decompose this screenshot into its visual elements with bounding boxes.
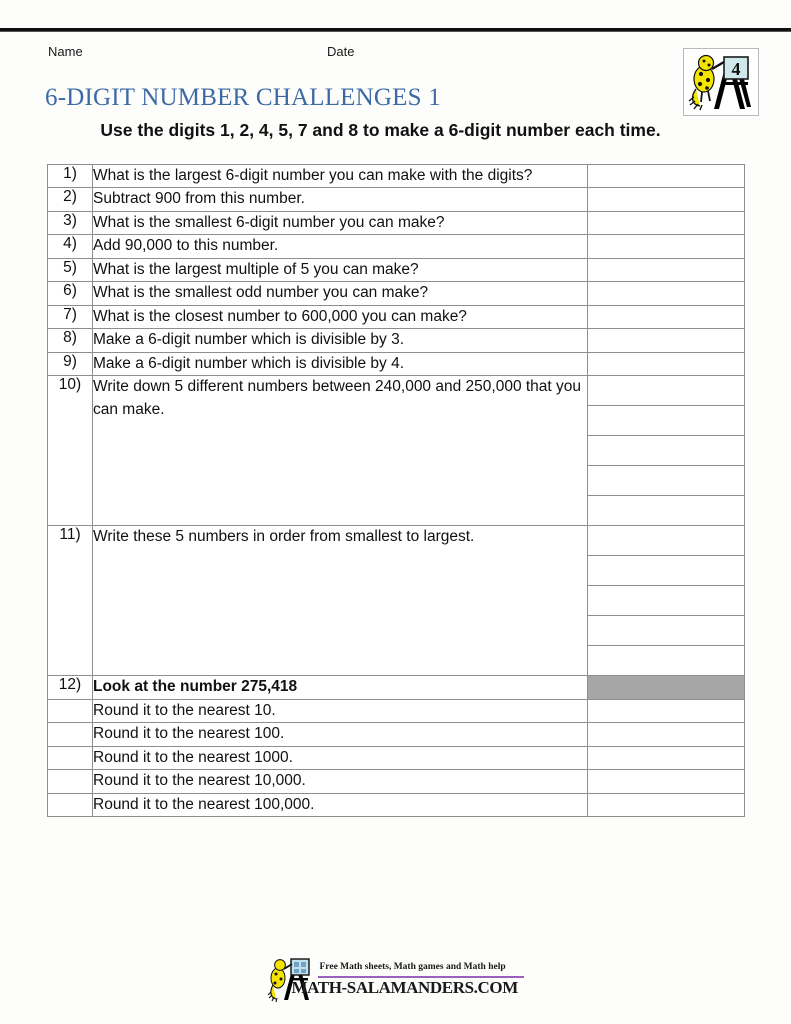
footer-brand: MATH-SALAMANDERS.COM bbox=[291, 978, 518, 997]
answer-line[interactable] bbox=[588, 646, 744, 676]
question-text: Round it to the nearest 10,000. bbox=[93, 770, 588, 793]
table-row bbox=[48, 526, 745, 676]
question-number bbox=[48, 793, 93, 816]
question-text: Make a 6-digit number which is divisible by 3. bbox=[93, 329, 588, 352]
answer-cell[interactable] bbox=[588, 770, 745, 793]
salamander-at-easel-icon bbox=[684, 49, 758, 115]
question-text: Round it to the nearest 10. bbox=[93, 699, 588, 722]
table-row bbox=[48, 235, 745, 258]
table-row bbox=[48, 699, 745, 722]
answer-cell[interactable] bbox=[588, 211, 745, 234]
question-text: What is the largest multiple of 5 you can make? bbox=[93, 258, 588, 281]
question-number: 9) bbox=[48, 352, 93, 375]
answer-line[interactable] bbox=[588, 556, 744, 586]
question-number: 2) bbox=[48, 188, 93, 211]
answer-line[interactable] bbox=[588, 376, 744, 406]
answer-line[interactable] bbox=[588, 496, 744, 526]
table-row bbox=[48, 723, 745, 746]
date-label: Date bbox=[327, 44, 355, 59]
question-text: Round it to the nearest 100,000. bbox=[93, 793, 588, 816]
question-text: Add 90,000 to this number. bbox=[93, 235, 588, 258]
page-subtitle: Use the digits 1, 2, 4, 5, 7 and 8 to make a 6-digit number each time. bbox=[100, 120, 661, 140]
name-label: Name bbox=[48, 44, 83, 59]
question-number: 3) bbox=[48, 211, 93, 234]
question-text: Look at the number 275,418 bbox=[93, 676, 588, 699]
question-text: What is the smallest 6-digit number you can make? bbox=[93, 211, 588, 234]
answer-line-stack bbox=[588, 376, 744, 525]
answer-line[interactable] bbox=[588, 526, 744, 556]
question-text: Subtract 900 from this number. bbox=[93, 188, 588, 211]
table-row bbox=[48, 305, 745, 328]
answer-cell[interactable] bbox=[588, 188, 745, 211]
worksheet-table bbox=[47, 164, 745, 817]
answer-cell[interactable] bbox=[588, 282, 745, 305]
table-row bbox=[48, 676, 745, 699]
answer-line-stack bbox=[588, 526, 744, 675]
page-title: 6-DIGIT NUMBER CHALLENGES 1 bbox=[45, 84, 441, 111]
answer-cell[interactable] bbox=[588, 723, 745, 746]
grade-logo bbox=[683, 48, 759, 116]
answer-cell[interactable] bbox=[588, 793, 745, 816]
answer-cell[interactable] bbox=[588, 376, 745, 526]
table-row bbox=[48, 770, 745, 793]
question-number: 10) bbox=[48, 376, 93, 526]
question-number: 6) bbox=[48, 282, 93, 305]
question-number: 11) bbox=[48, 526, 93, 676]
table-row bbox=[48, 258, 745, 281]
svg-text:4: 4 bbox=[731, 59, 741, 79]
table-row bbox=[48, 211, 745, 234]
question-text: Make a 6-digit number which is divisible by 4. bbox=[93, 352, 588, 375]
question-text: Round it to the nearest 1000. bbox=[93, 746, 588, 769]
answer-cell[interactable] bbox=[588, 305, 745, 328]
answer-line[interactable] bbox=[588, 616, 744, 646]
table-row bbox=[48, 376, 745, 526]
answer-cell[interactable] bbox=[588, 329, 745, 352]
answer-cell[interactable] bbox=[588, 258, 745, 281]
answer-line[interactable] bbox=[588, 406, 744, 436]
table-row bbox=[48, 352, 745, 375]
answer-cell-shaded bbox=[588, 676, 745, 699]
footer bbox=[0, 952, 791, 1012]
question-number: 5) bbox=[48, 258, 93, 281]
question-number: 7) bbox=[48, 305, 93, 328]
question-text: Round it to the nearest 100. bbox=[93, 723, 588, 746]
table-row bbox=[48, 793, 745, 816]
answer-line[interactable] bbox=[588, 466, 744, 496]
table-row bbox=[48, 746, 745, 769]
answer-cell[interactable] bbox=[588, 699, 745, 722]
question-number: 12) bbox=[48, 676, 93, 699]
question-text: Write down 5 different numbers between 240,000 and 250,000 that you can make. bbox=[93, 376, 588, 526]
page-top-rule bbox=[0, 28, 791, 32]
answer-line[interactable] bbox=[588, 586, 744, 616]
question-number bbox=[48, 746, 93, 769]
question-number bbox=[48, 723, 93, 746]
table-row bbox=[48, 165, 745, 188]
question-text: What is the smallest odd number you can make? bbox=[93, 282, 588, 305]
answer-line[interactable] bbox=[588, 436, 744, 466]
answer-cell[interactable] bbox=[588, 352, 745, 375]
worksheet-rows bbox=[48, 165, 745, 817]
table-row bbox=[48, 282, 745, 305]
answer-cell[interactable] bbox=[588, 235, 745, 258]
question-text: Write these 5 numbers in order from smallest to largest. bbox=[93, 526, 588, 676]
question-text: What is the largest 6-digit number you can make with the digits? bbox=[93, 165, 588, 188]
question-number: 4) bbox=[48, 235, 93, 258]
answer-cell[interactable] bbox=[588, 165, 745, 188]
question-number bbox=[48, 699, 93, 722]
footer-tagline: Free Math sheets, Math games and Math help bbox=[319, 962, 506, 972]
table-row bbox=[48, 188, 745, 211]
answer-cell[interactable] bbox=[588, 746, 745, 769]
header-fields bbox=[0, 44, 791, 66]
answer-cell[interactable] bbox=[588, 526, 745, 676]
question-text: What is the closest number to 600,000 you can make? bbox=[93, 305, 588, 328]
question-number: 1) bbox=[48, 165, 93, 188]
question-number bbox=[48, 770, 93, 793]
question-number: 8) bbox=[48, 329, 93, 352]
table-row bbox=[48, 329, 745, 352]
